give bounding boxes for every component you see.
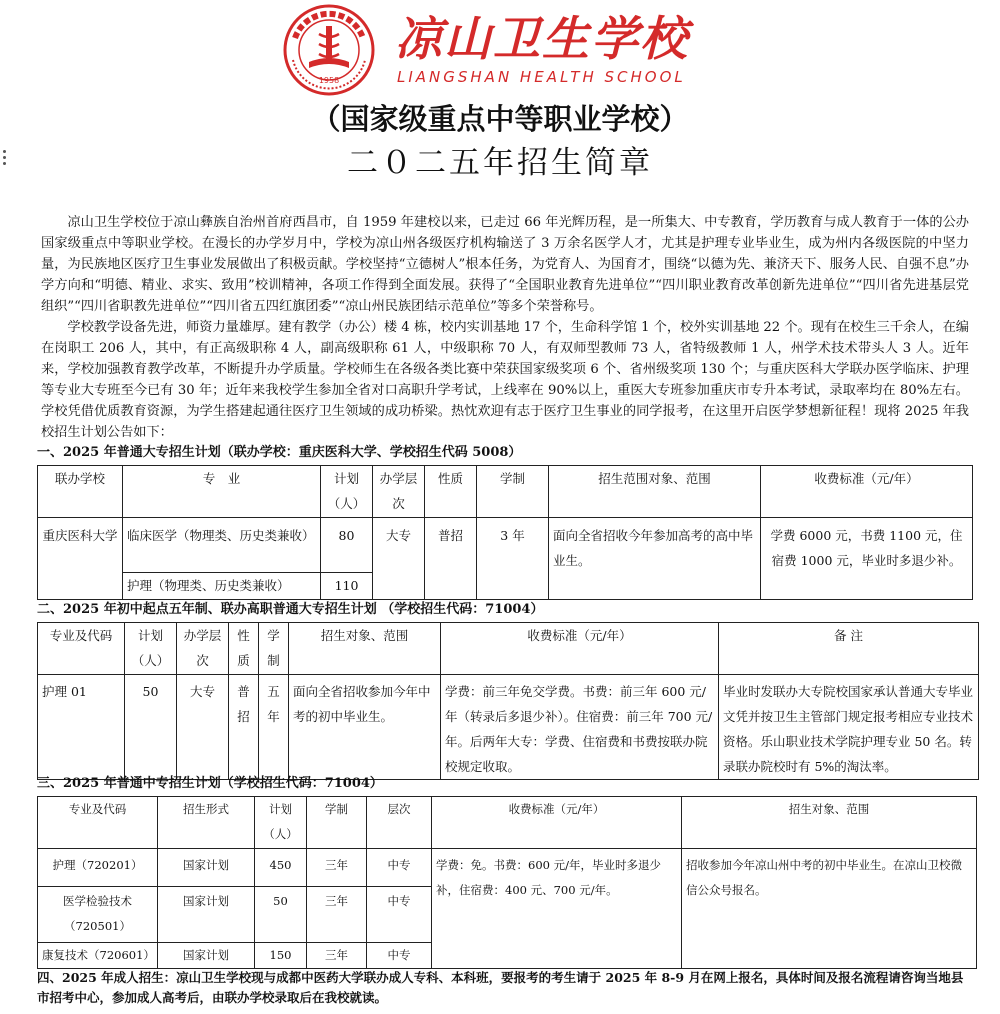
- s2-header-note: 备 注: [719, 623, 979, 675]
- s3-header-plan: 计划（人）: [255, 797, 307, 849]
- s3-plan-3: 150: [255, 943, 307, 969]
- s1-header-scope: 招生范围对象、范围: [549, 466, 761, 518]
- s1-header-plan: 计划（人）: [321, 466, 373, 518]
- s1-header-fee: 收费标准（元/年）: [761, 466, 973, 518]
- s3-duration-2: 三年: [307, 887, 367, 943]
- s1-duration: 3 年: [477, 518, 549, 600]
- section3-table: [37, 796, 977, 969]
- s3-header-scope: 招生对象、范围: [682, 797, 977, 849]
- section3-heading: 三、2025 年普通中专招生计划（学校招生代码：71004）: [37, 776, 383, 791]
- section2-table: [37, 622, 979, 780]
- s1-header-nature: 性质: [425, 466, 477, 518]
- s2-level: 大专: [177, 675, 229, 780]
- s3-form-2: 国家计划: [158, 887, 255, 943]
- seal-year: 1958: [318, 76, 340, 85]
- s2-major: 护理 01: [38, 675, 125, 780]
- s1-fee: 学费 6000 元，书费 1100 元，住宿费 1000 元，毕业时多退少补。: [761, 518, 973, 600]
- school-name-cn: 凉山卫生学校: [395, 12, 689, 67]
- s2-nature: 普招: [229, 675, 259, 780]
- s2-note: 毕业时发联办大专院校国家承认普通大专毕业文凭并按卫生主管部门规定报考相应专业技术资格。乐山职业技术学院护理专业 50 名。转录联办院校时有 5%的淘汰率。: [719, 675, 979, 780]
- s3-major-3: 康复技术（720601）: [38, 943, 158, 969]
- s2-header-duration: 学制: [259, 623, 289, 675]
- s2-duration: 五年: [259, 675, 289, 780]
- s3-level-2: 中专: [367, 887, 432, 943]
- s3-form-3: 国家计划: [158, 943, 255, 969]
- s3-scope: 招收参加今年凉山州中考的初中毕业生。在凉山卫校微信公众号报名。: [682, 849, 977, 969]
- intro: [41, 212, 969, 443]
- s2-header-scope: 招生对象、范围: [289, 623, 441, 675]
- school-seal-logo: [275, 4, 383, 96]
- s3-duration-3: 三年: [307, 943, 367, 969]
- s1-major-2: 护理（物理类、历史类兼收）: [123, 573, 321, 600]
- s3-header-level: 层次: [367, 797, 432, 849]
- intro-paragraph-1: 凉山卫生学校位于凉山彝族自治州首府西昌市，自 1959 年建校以来，已走过 66 年光辉历程，是一所集大、中专教育，学历教育与成人教育于一体的公办国家级重点中等职业学校。在漫长的办学岁月中，学校为凉山州各级医疗机构输送了 3 万余名医学人才，尤其是护理专业毕业生，成为州内各级医院的中坚力量，为民族地区医疗卫生事业发展做出了积极贡献。学校坚持“立德树人”根本任务，为党育人、为国育才，围绕“以德为先、兼济天下、服务人民、自强不息”办学方向和“明德、精业、求实、致用”校训精神，各项工作得到全面发展。获得了“全国职业教育先进单位”“四川职业教育改革创新先进单位”“四川省先进基层党组织”“四川省职教先进单位”“四川省五四红旗团委”“凉山州民族团结示范单位”等多个荣誉称号。: [41, 215, 969, 314]
- s2-fee: 学费：前三年免交学费。书费：前三年 600 元/年（转录后多退少补）。住宿费：前三年 700 元/年。后两年大专：学费、住宿费和书费按联办院校规定收取。: [441, 675, 719, 780]
- s3-level-3: 中专: [367, 943, 432, 969]
- s3-plan-2: 50: [255, 887, 307, 943]
- s1-plan-2: 110: [321, 573, 373, 600]
- section2-heading: 二、2025 年初中起点五年制、联办高职普通大专招生计划 （学校招生代码：71004）: [37, 602, 544, 617]
- s3-major-2: 医学检验技术（720501）: [38, 887, 158, 943]
- page-subtitle: （国家级重点中等职业学校）: [311, 102, 689, 136]
- section4-text: 四、2025 年成人招生：凉山卫生学校现与成都中医药大学联办成人专科、本科班，要报考的考生请于 2025 年 8-9 月在网上报名，具体时间及报名流程请咨询当地县市招考中心，参加成人高考后，由联办学校录取后在我校就读。: [37, 970, 964, 1005]
- s2-header-fee: 收费标准（元/年）: [441, 623, 719, 675]
- s1-scope: 面向全省招收今年参加高考的高中毕业生。: [549, 518, 761, 600]
- header: [275, 4, 715, 96]
- section1-heading: 一、2025 年普通大专招生计划（联办学校：重庆医科大学、学校招生代码 5008）: [37, 445, 522, 460]
- s3-plan-1: 450: [255, 849, 307, 887]
- s1-plan-1: 80: [321, 518, 373, 573]
- section1-table: [37, 465, 973, 600]
- s1-school: 重庆医科大学: [38, 518, 123, 600]
- s3-header-fee: 收费标准（元/年）: [432, 797, 682, 849]
- s3-header-form: 招生形式: [158, 797, 255, 849]
- s3-form-1: 国家计划: [158, 849, 255, 887]
- s3-duration-1: 三年: [307, 849, 367, 887]
- page-title: 二０二五年招生简章: [347, 145, 653, 181]
- s2-header-level: 办学层次: [177, 623, 229, 675]
- s1-header-level: 办学层次: [373, 466, 425, 518]
- s1-header-school: 联办学校: [38, 466, 123, 518]
- s3-header-duration: 学制: [307, 797, 367, 849]
- s3-level-1: 中专: [367, 849, 432, 887]
- s1-level: 大专: [373, 518, 425, 600]
- s2-header-major: 专业及代码: [38, 623, 125, 675]
- s1-header-major: 专 业: [123, 466, 321, 518]
- s1-major-1: 临床医学（物理类、历史类兼收）: [123, 518, 321, 573]
- s3-major-1: 护理（720201）: [38, 849, 158, 887]
- brand: [395, 12, 689, 86]
- s2-header-nature: 性质: [229, 623, 259, 675]
- s3-header-major: 专业及代码: [38, 797, 158, 849]
- s1-nature: 普招: [425, 518, 477, 600]
- s2-scope: 面向全省招收参加今年中考的初中毕业生。: [289, 675, 441, 780]
- s3-fee: 学费：免。书费：600 元/年，毕业时多退少补，住宿费：400 元、700 元/年。: [432, 849, 682, 969]
- intro-paragraph-2: 学校教学设备先进，师资力量雄厚。建有教学（办公）楼 4 栋，校内实训基地 17 个，生命科学馆 1 个，校外实训基地 22 个。现有在校生三千余人，在编在岗职工 206 人，其中，有正高级职称 4 人，副高级职称 61 人，中级职称 70 人，有双师型教师 73 人，省特级教师 1 人，州学术技术带头人 3 人。近年来，学校加强教育教学改革，不断提升办学质量。学校师生在各级各类比赛中荣获国家级奖项 6 个、省州级奖项 130 个；与重庆医科大学联办医学临床、护理等专业大专班至今已有 30 年；近年来我校学生参加全省对口高职升学考试，上线率在 90%以上，重医大专班参加重庆市专升本考试，录取率均在 80%左右。学校凭借优质教育资源，为学生搭建起通往医疗卫生领域的成功桥梁。热忱欢迎有志于医疗卫生事业的同学报考，在这里开启医学梦想新征程！现将 2025 年我校招生计划公告如下：: [41, 320, 969, 440]
- s2-plan: 50: [125, 675, 177, 780]
- school-name-en: LIANGSHAN HEALTH SCHOOL: [397, 68, 686, 86]
- s2-header-plan: 计划（人）: [125, 623, 177, 675]
- s1-header-duration: 学制: [477, 466, 549, 518]
